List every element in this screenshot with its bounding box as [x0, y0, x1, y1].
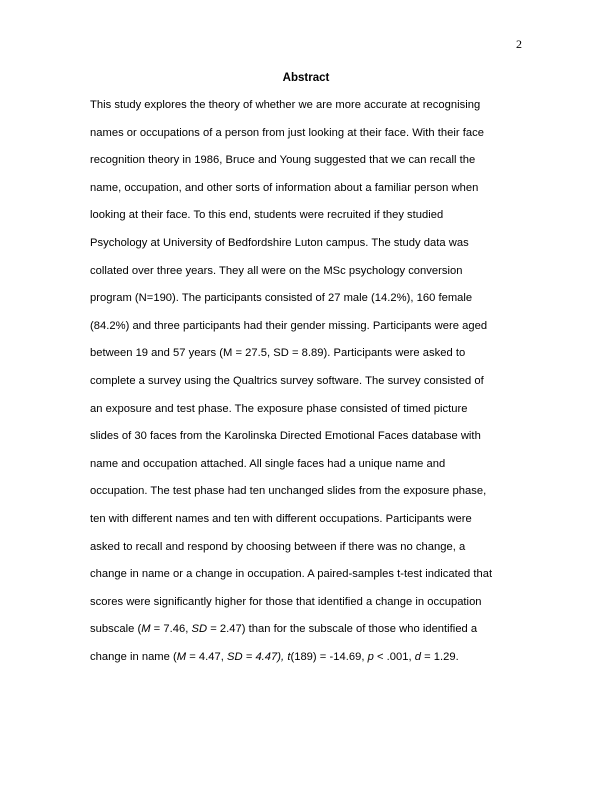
abstract-line: [90, 285, 522, 313]
abstract-text: occupation. The test phase had ten unchanged slides from the exposure phase,: [90, 485, 487, 498]
abstract-italic-text: SD: [191, 623, 208, 636]
abstract-text: slides of 30 faces from the Karolinska Directed Emotional Faces database with: [90, 430, 481, 443]
abstract-line: [90, 478, 522, 506]
abstract-text: names or occupations of a person from just looking at their face. With their face: [90, 126, 484, 139]
abstract-text: < .001,: [373, 650, 415, 663]
abstract-text: looking at their face. To this end, students were recruited if they studied: [90, 209, 444, 222]
abstract-line: [90, 368, 522, 396]
abstract-text: program (N=190). The participants consisted of 27 male (14.2%), 160 female: [90, 292, 473, 305]
abstract-text: This study explores the theory of whether we are more accurate at recognising: [90, 99, 481, 111]
abstract-line: [90, 340, 522, 368]
abstract-line: [90, 258, 522, 286]
abstract-line: [90, 644, 522, 672]
abstract-italic-text: p: [367, 650, 374, 663]
abstract-line: [90, 120, 522, 148]
abstract-italic-text: SD = 4.47),: [227, 650, 285, 663]
abstract-text: = 4.47,: [186, 650, 228, 663]
abstract-text: (84.2%) and three participants had their gender missing. Participants were aged: [90, 319, 488, 332]
abstract-text: Psychology at University of Bedfordshire Luton campus. The study data was: [90, 236, 469, 249]
abstract-text: ten with different names and ten with different occupations. Participants were: [90, 512, 472, 525]
abstract-line: [90, 561, 522, 589]
abstract-text: an exposure and test phase. The exposure phase consisted of timed picture: [90, 402, 468, 415]
abstract-text: name and occupation attached. All single faces had a unique name and: [90, 457, 446, 470]
abstract-text: asked to recall and respond by choosing between if there was no change, a: [90, 540, 466, 553]
abstract-line: [90, 230, 522, 258]
abstract-text: scores were significantly higher for those that identified a change in occupation: [90, 595, 482, 608]
abstract-line: [90, 92, 522, 120]
abstract-italic-text: M: [141, 623, 151, 636]
abstract-text: between 19 and 57 years (M = 27.5, SD = 8.89). Participants were asked to: [90, 347, 466, 360]
abstract-line: [90, 313, 522, 341]
abstract-line: [90, 396, 522, 424]
abstract-text: collated over three years. They all were on the MSc psychology conversion: [90, 264, 463, 277]
abstract-heading: Abstract: [282, 72, 330, 84]
abstract-text: change in name or a change in occupation. A paired-samples t-test indicated that: [90, 568, 493, 581]
abstract-line: [90, 616, 522, 644]
abstract-italic-text: d: [414, 650, 421, 663]
page-number: 2: [516, 37, 522, 51]
abstract-text: (189) = -14.69,: [290, 650, 368, 663]
abstract-text: recognition theory in 1986, Bruce and Young suggested that we can recall the: [90, 154, 476, 167]
abstract-italic-text: t: [287, 650, 291, 663]
abstract-text: = 7.46,: [150, 623, 192, 636]
abstract-line: [90, 589, 522, 617]
abstract-line: [90, 451, 522, 479]
abstract-line: [90, 147, 522, 175]
abstract-line: [90, 202, 522, 230]
abstract-line: [90, 423, 522, 451]
abstract-text: subscale (: [90, 623, 142, 636]
abstract-text: change in name (: [90, 650, 177, 663]
abstract-text: name, occupation, and other sorts of information about a familiar person when: [90, 181, 479, 194]
abstract-text: = 1.29.: [421, 650, 459, 663]
abstract-text: = 2.47) than for the subscale of those who identified a: [207, 623, 478, 636]
abstract-line: [90, 534, 522, 562]
abstract-line: [90, 506, 522, 534]
abstract-italic-text: M: [176, 650, 187, 663]
abstract-line: [90, 175, 522, 203]
abstract-text: complete a survey using the Qualtrics survey software. The survey consisted of: [90, 374, 484, 387]
abstract-body: [90, 92, 522, 671]
